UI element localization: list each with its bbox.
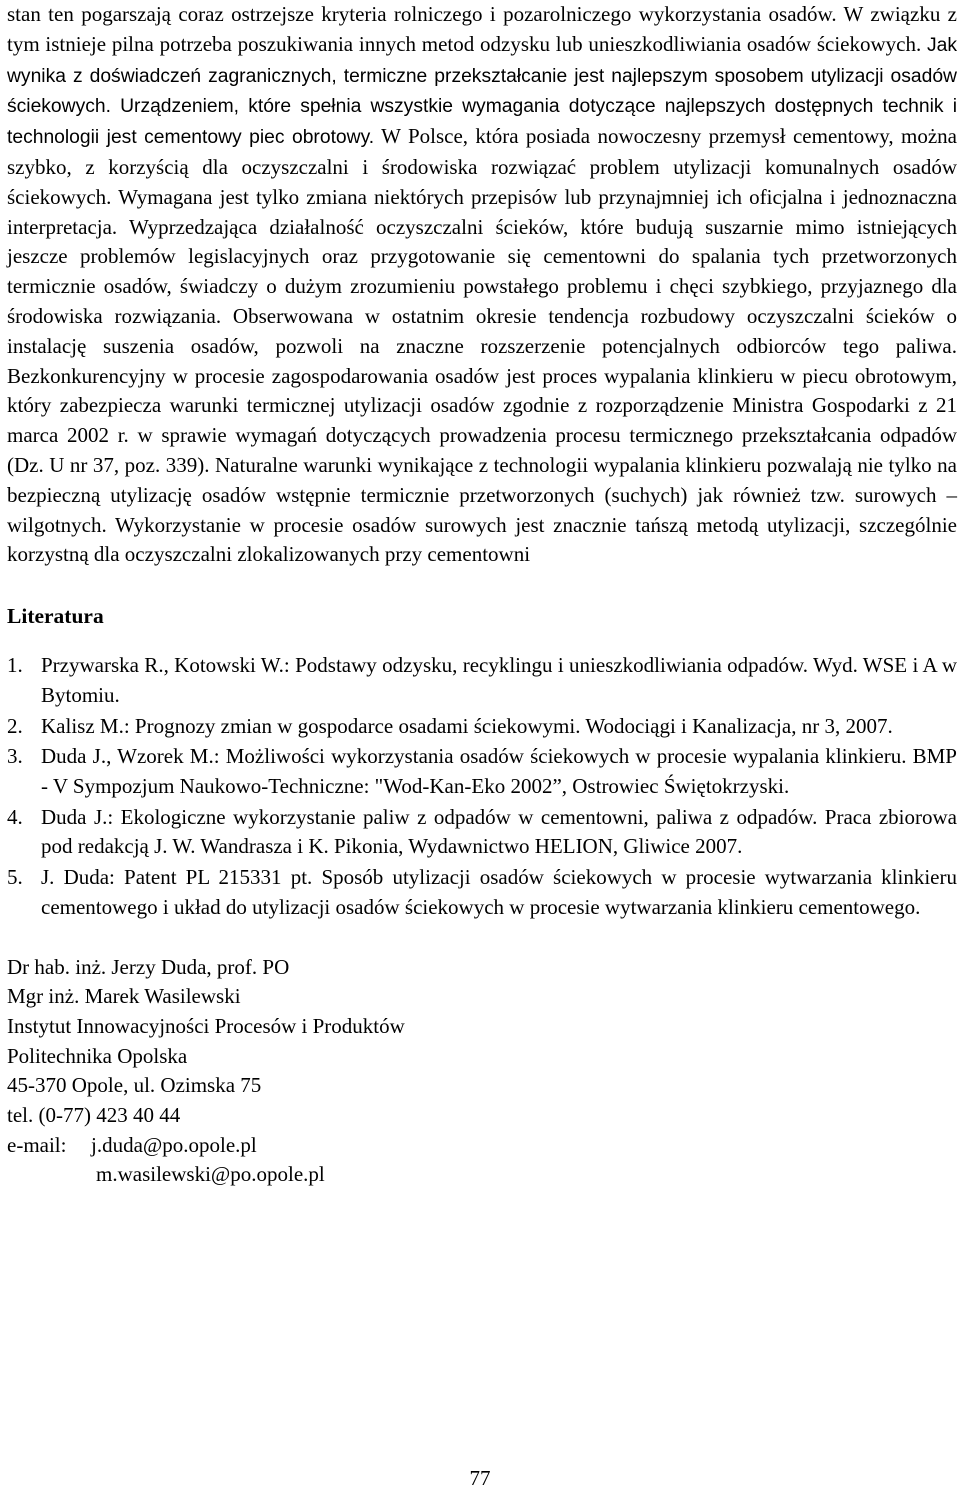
postal-address: 45-370 Opole, ul. Ozimska 75 (7, 1073, 262, 1098)
author-affiliation-block (7, 953, 957, 1191)
reference-text: Przywarska R., Kotowski W.: Podstawy odzysku, recyklingu i unieszkodliwiania odpadów. Wyd. WSE i A w Bytomiu. (41, 653, 957, 707)
reference-item (7, 651, 957, 711)
page-number: 77 (469, 1466, 491, 1490)
body-paragraph (7, 0, 957, 570)
reference-number: 4. (7, 804, 23, 829)
document-page (7, 0, 957, 1190)
author-1: Dr hab. inż. Jerzy Duda, prof. PO (7, 954, 290, 979)
references-heading: Literatura (7, 604, 104, 629)
email-row (7, 1131, 957, 1161)
body-text-segment-1: stan ten pogarszają coraz ostrzejsze kryteria rolniczego i pozarolniczego wykorzystania osadów. W związku z tym istnieje pilna potrzeba poszukiwania innych metod odzysku lub unieszkodliwiania osadów ściekowych. (7, 2, 957, 56)
email-label: e-mail: (7, 1132, 67, 1157)
reference-item (7, 863, 957, 923)
body-text-segment-3: W Polsce, która posiada nowoczesny przemysł cementowy, można szybko, z korzyścią dla oczyszczalni i środowiska rozwiązać problem utylizacji komunalnych osadów ściekowych. Wymagana jest tylko zmiana niektórych przepisów lub przynajmniej ich oficjalna i jednoznaczna interpretacja. Wyprzedzająca działalność oczyszczalni ścieków, które budują suszarnie mimo istniejących jeszcze problemów legislacyjnych oraz przygotowanie się cementowni do spalania tych przetworzonych termicznie osadów, świadczy o dużym zrozumieniu powstałego problemu i chęci szybkiego, przyjaznego dla środowiska rozwiązania. Obserwowana w ostatnim okresie tendencja rozbudowy oczyszczalni ścieków o instalację suszenia osadów, pozwoli na znaczne rozszerzenie potencjalnych odbiorców tego paliwa. Bezkonkurencyjny w procesie zagospodarowania osadów jest proces wypalania klinkieru w piecu obrotowym, który zabezpiecza warunki termicznej utylizacji osadów zgodnie z rozporządzenie Ministra Gospodarki z 21 marca 2002 r. w sprawie wymagań dotyczących prowadzenia procesu termicznego przekształcania odpadów (Dz. U nr 37, poz. 339). Naturalne warunki wynikające z technologii wypalania klinkieru pozwalają nie tylko na bezpieczną utylizację osadów wstępnie termicznie przetworzonych (suchych) jak również tzw. surowych – wilgotnych. Wykorzystanie w procesie osadów surowych jest znacznie tańszą metodą utylizacji, szczególnie korzystną dla oczyszczalni zlokalizowanych przy cementowni (7, 124, 957, 567)
reference-number: 2. (7, 713, 23, 738)
reference-number: 1. (7, 653, 23, 678)
phone-number: tel. (0-77) 423 40 44 (7, 1103, 181, 1128)
reference-number: 3. (7, 744, 23, 769)
reference-item (7, 803, 957, 863)
reference-text: Duda J.: Ekologiczne wykorzystanie paliw z odpadów w cementowni, paliwa z odpadów. Praca zbiorowa pod redakcją J. W. Wandrasza i K. Pikonia, Wydawnictwo HELION, Gliwice 2007. (41, 804, 957, 859)
email-address-2[interactable]: m.wasilewski@po.opole.pl (96, 1162, 325, 1187)
reference-item (7, 712, 957, 742)
reference-text: Duda J., Wzorek M.: Możliwości wykorzystania osadów ściekowych w procesie wypalania klinkieru. BMP - V Sympozjum Naukowo-Techniczne: "Wod-Kan-Eko 2002”, Ostrowiec Świętokrzyski. (41, 744, 957, 798)
reference-number: 5. (7, 864, 23, 889)
body-text-segment-2: Jak wynika z doświadczeń zagranicznych, termiczne przekształcanie jest najlepszym sposobem utylizacji osadów ściekowych. Urządzeniem, które spełnia wszystkie wymagania dotyczące najlepszych dostępnych technik i technologii jest cementowy piec obrotowy. (7, 34, 957, 149)
reference-text: J. Duda: Patent PL 215331 pt. Sposób utylizacji osadów ściekowych w procesie wytwarzania klinkieru cementowego i układ do utylizacji osadów ściekowych w procesie wytwarzania klinkieru cementowego. (41, 864, 957, 919)
author-2: Mgr inż. Marek Wasilewski (7, 984, 241, 1009)
references-list (7, 651, 957, 922)
reference-text: Kalisz M.: Prognozy zmian w gospodarce osadami ściekowymi. Wodociągi i Kanalizacja, nr 3, 2007. (41, 713, 893, 738)
university-name: Politechnika Opolska (7, 1043, 188, 1068)
reference-item (7, 742, 957, 802)
institute-name: Instytut Innowacyjności Procesów i Produktów (7, 1013, 405, 1038)
email-address-1[interactable]: j.duda@po.opole.pl (91, 1132, 257, 1157)
